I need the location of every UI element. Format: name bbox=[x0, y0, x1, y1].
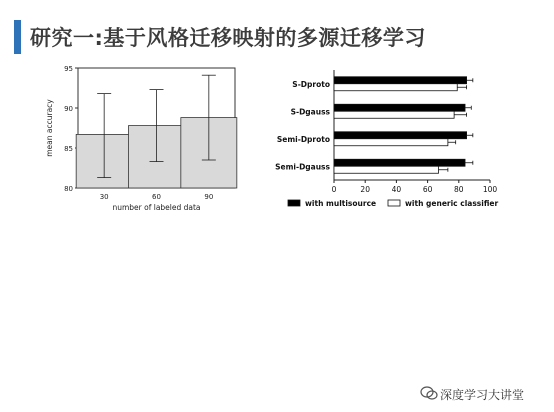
x-tick-label: 60 bbox=[152, 193, 161, 201]
category-label: S-Dgauss bbox=[290, 107, 330, 117]
legend-swatch bbox=[388, 200, 400, 206]
slide-title: 研究一:基于风格迁移映射的多源迁移学习 bbox=[30, 26, 426, 50]
bar-Semi-Dgauss-1 bbox=[334, 166, 439, 173]
x-tick-label: 100 bbox=[482, 185, 498, 194]
y-tick-label: 85 bbox=[64, 145, 73, 153]
x-tick-label: 20 bbox=[360, 185, 370, 194]
bar-Semi-Dproto-0 bbox=[334, 132, 467, 139]
wechat-icon bbox=[420, 384, 438, 402]
watermark: 深度学习大讲堂 bbox=[440, 388, 525, 402]
bar-S-Dgauss-1 bbox=[334, 111, 454, 118]
chart-subjects-2 bbox=[290, 226, 512, 388]
chart-labeled-panel bbox=[40, 60, 245, 210]
x-tick-label: 60 bbox=[422, 185, 433, 194]
legend-swatch bbox=[288, 200, 300, 206]
bar-S-Dgauss-0 bbox=[334, 104, 465, 111]
chart-subjects-2-panel bbox=[290, 226, 512, 388]
chart-subjects-1-panel bbox=[40, 226, 262, 388]
y-tick-label: 90 bbox=[64, 105, 73, 113]
bar-S-Dproto-0 bbox=[334, 77, 467, 84]
x-axis-label: number of labeled data bbox=[112, 203, 201, 210]
chart-methods-panel bbox=[262, 60, 508, 222]
y-axis-label: mean accuracy bbox=[45, 99, 54, 157]
chart-methods bbox=[262, 60, 508, 222]
x-tick-label: 30 bbox=[99, 193, 109, 201]
category-label: Semi-Dproto bbox=[276, 134, 330, 144]
category-label: Semi-Dgauss bbox=[275, 162, 330, 172]
x-tick-label: 80 bbox=[454, 185, 464, 194]
chart-subjects-1 bbox=[40, 226, 262, 388]
bar-S-Dproto-1 bbox=[334, 84, 457, 91]
bar-Semi-Dgauss-0 bbox=[334, 159, 465, 166]
category-label: S-Dproto bbox=[292, 79, 330, 89]
bar-Semi-Dproto-1 bbox=[334, 139, 448, 146]
x-tick-label: 40 bbox=[391, 185, 402, 194]
y-tick-label: 80 bbox=[64, 185, 73, 193]
title-accent-bar bbox=[14, 20, 21, 54]
x-tick-label: 0 bbox=[331, 185, 337, 194]
legend-label: with generic classifier bbox=[405, 199, 499, 208]
legend-label: with multisource bbox=[305, 199, 377, 208]
y-tick-label: 95 bbox=[64, 65, 73, 73]
x-tick-label: 90 bbox=[204, 193, 214, 201]
chart-labeled bbox=[40, 60, 245, 210]
